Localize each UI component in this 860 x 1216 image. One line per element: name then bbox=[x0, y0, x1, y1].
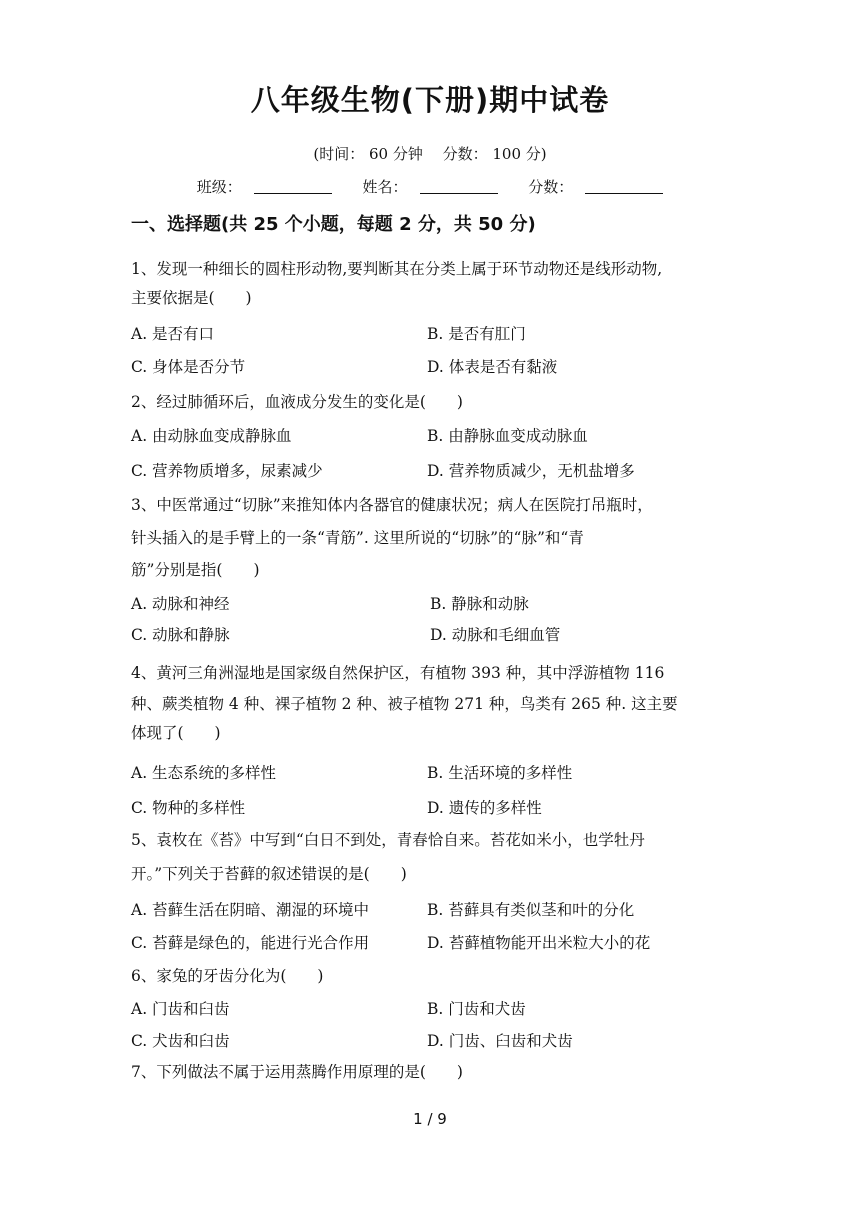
option-d: D. 遗传的多样性 bbox=[427, 799, 542, 817]
option-a: A. 动脉和神经 bbox=[131, 595, 230, 613]
class-label: 班级： bbox=[196, 178, 242, 196]
option-c: C. 物种的多样性 bbox=[131, 799, 246, 817]
page-number: 1 / 9 bbox=[413, 1110, 447, 1128]
option-d: D. 门齿、臼齿和犬齿 bbox=[427, 1032, 573, 1050]
question-line: 筋”分别是指( ) bbox=[131, 561, 260, 579]
question-line: 1、发现一种细长的圆柱形动物,要判断其在分类上属于环节动物还是线形动物, bbox=[131, 260, 663, 278]
option-c: C. 动脉和静脉 bbox=[131, 626, 230, 644]
option-c: C. 犬齿和臼齿 bbox=[131, 1032, 230, 1050]
option-a: A. 由动脉血变成静脉血 bbox=[131, 427, 292, 445]
question-line: 2、经过肺循环后，血液成分发生的变化是( ) bbox=[131, 393, 463, 411]
name-label: 姓名： bbox=[362, 178, 408, 196]
option-a: A. 是否有口 bbox=[131, 325, 215, 343]
exam-time-score: (时间： 60 分钟 分数： 100 分) bbox=[313, 145, 547, 163]
student-info-row bbox=[0, 176, 860, 197]
score-blank bbox=[585, 177, 663, 194]
option-a: A. 生态系统的多样性 bbox=[131, 764, 277, 782]
score-label: 分数： bbox=[528, 178, 574, 196]
question-line: 6、家兔的牙齿分化为( ) bbox=[131, 967, 324, 985]
option-c: C. 身体是否分节 bbox=[131, 358, 246, 376]
option-b: B. 生活环境的多样性 bbox=[427, 764, 573, 782]
option-d: D. 营养物质减少，无机盐增多 bbox=[427, 462, 635, 480]
option-b: B. 静脉和动脉 bbox=[430, 595, 529, 613]
question-line: 体现了( ) bbox=[131, 724, 221, 742]
option-c: C. 营养物质增多，尿素减少 bbox=[131, 462, 323, 480]
class-blank bbox=[254, 177, 332, 194]
question-line: 主要依据是( ) bbox=[131, 289, 252, 307]
name-blank bbox=[420, 177, 498, 194]
option-d: D. 动脉和毛细血管 bbox=[430, 626, 561, 644]
option-b: B. 是否有肛门 bbox=[427, 325, 526, 343]
question-line: 5、袁枚在《苔》中写到“白日不到处，青春恰自来。苔花如米小，也学牡丹 bbox=[131, 831, 645, 849]
question-line: 针头插入的是手臂上的一条“青筋”. 这里所说的“切脉”的“脉”和“青 bbox=[131, 529, 584, 547]
section-heading: 一、选择题(共 25 个小题，每题 2 分，共 50 分) bbox=[131, 214, 536, 235]
option-b: B. 门齿和犬齿 bbox=[427, 1000, 526, 1018]
question-line: 开。”下列关于苔藓的叙述错误的是( ) bbox=[131, 865, 407, 883]
question-line: 7、下列做法不属于运用蒸腾作用原理的是( ) bbox=[131, 1063, 463, 1081]
option-a: A. 苔藓生活在阴暗、潮湿的环境中 bbox=[131, 901, 370, 919]
exam-title: 八年级生物(下册)期中试卷 bbox=[250, 83, 610, 117]
option-b: B. 由静脉血变成动脉血 bbox=[427, 427, 588, 445]
option-d: D. 体表是否有黏液 bbox=[427, 358, 558, 376]
option-c: C. 苔藓是绿色的，能进行光合作用 bbox=[131, 934, 370, 952]
question-line: 4、黄河三角洲湿地是国家级自然保护区，有植物 393 种，其中浮游植物 116 bbox=[131, 664, 665, 682]
question-line: 种、蕨类植物 4 种、裸子植物 2 种、被子植物 271 种，鸟类有 265 种. 这主要 bbox=[131, 695, 678, 713]
question-line: 3、中医常通过“切脉”来推知体内各器官的健康状况；病人在医院打吊瓶时， bbox=[131, 496, 653, 514]
option-a: A. 门齿和臼齿 bbox=[131, 1000, 230, 1018]
option-b: B. 苔藓具有类似茎和叶的分化 bbox=[427, 901, 635, 919]
option-d: D. 苔藓植物能开出米粒大小的花 bbox=[427, 934, 651, 952]
